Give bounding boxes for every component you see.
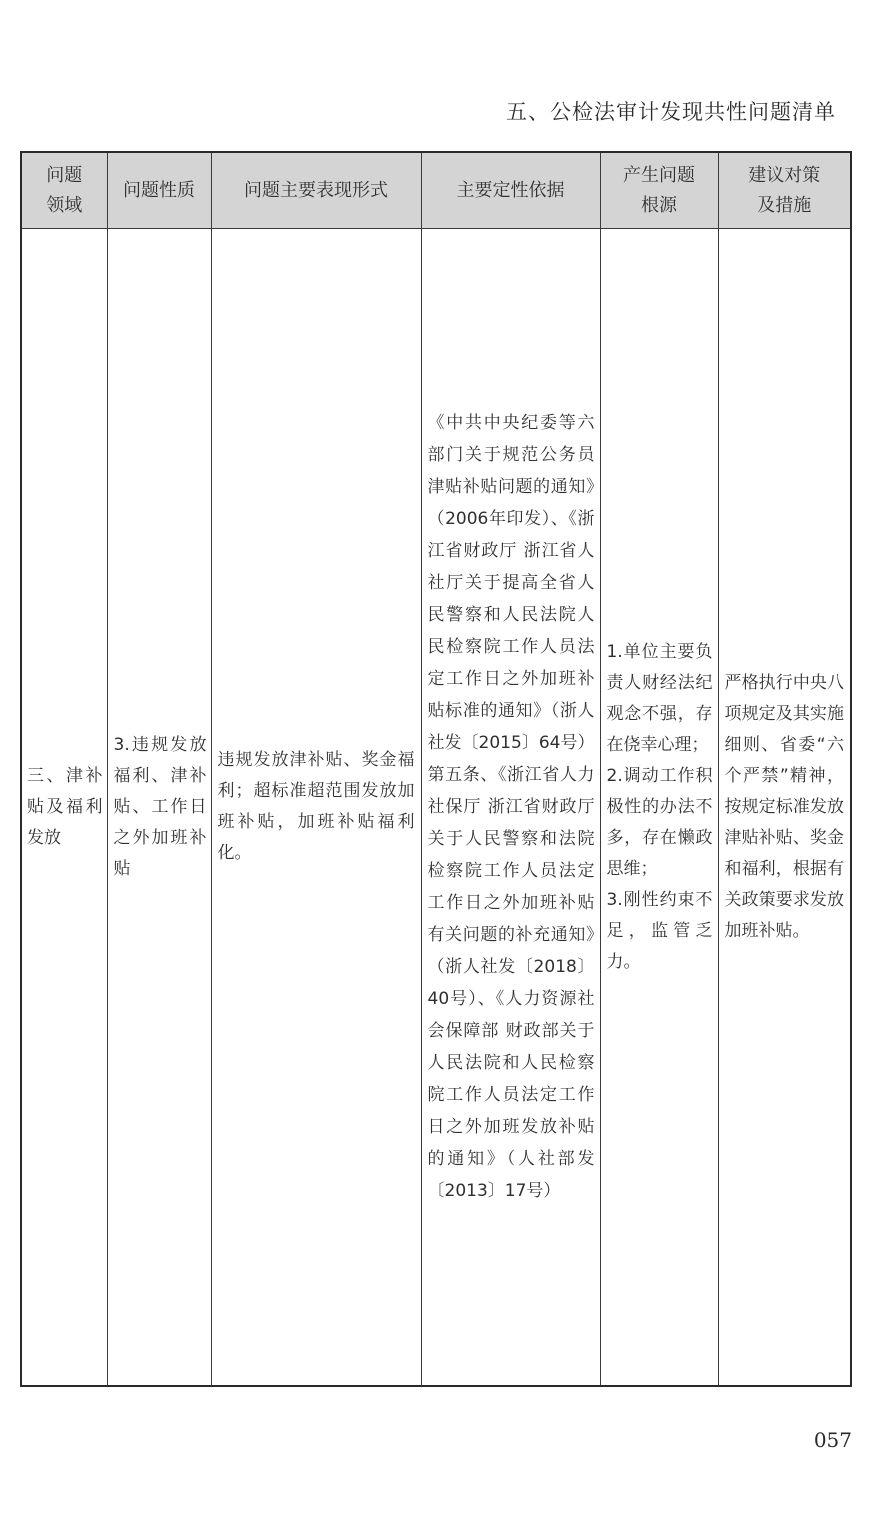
- cell-nature: [107, 229, 211, 1387]
- column-header-root-cause: 产生问题 根源: [600, 152, 718, 229]
- basis-text: 《中共中央纪委等六部门关于规范公务员津贴补贴问题的通知》（2006年印发）、《浙江省财政厅 浙江省人社厅关于提高全省人民警察和人民法院人民检察院工作人员法定工作日之外加班补贴标准的通知》（浙人社发〔2015〕64号）第五条、《浙江省人力社保厅 浙江省财政厅关于人民警察和法院检察院工作人员法定工作日之外加班补贴有关问题的补充通知》（浙人社发〔2018〕40号）、《人力资源社会保障部 财政部关于人民法院和人民检察院工作人员法定工作日之外加班发放补贴的通知》（人社部发〔2013〕17号）: [427, 413, 595, 1201]
- cell-root-cause: [600, 229, 718, 1387]
- column-header-area: 问题 领域: [21, 152, 107, 229]
- nature-text: 3.违规发放福利、津补贴、工作日之外加班补贴: [113, 734, 207, 879]
- cell-area: [21, 229, 107, 1387]
- issue-table-container: [20, 151, 850, 1387]
- issue-table: [20, 151, 852, 1387]
- cell-form: [211, 229, 421, 1387]
- column-header-nature: 问题性质: [107, 152, 211, 229]
- area-text: 三、津补贴及福利发放: [27, 765, 103, 848]
- column-header-form: 问题主要表现形式: [211, 152, 421, 229]
- measures-text: 严格执行中央八项规定及其实施细则、省委“六个严禁”精神，按规定标准发放津贴补贴、奖金和福利，根据有关政策要求发放加班补贴。: [724, 672, 844, 941]
- cell-basis: [421, 229, 600, 1387]
- section-title: 五、公检法审计发现共性问题清单: [506, 100, 836, 124]
- table-row: [21, 229, 851, 1387]
- page-number: 057: [813, 1428, 852, 1452]
- cell-measures: [718, 229, 851, 1387]
- table-header-row: [21, 152, 851, 229]
- column-header-measures: 建议对策 及措施: [718, 152, 851, 229]
- form-text: 违规发放津补贴、奖金福利；超标准超范围发放加班补贴，加班补贴福利化。: [217, 750, 415, 863]
- column-header-basis: 主要定性依据: [421, 152, 600, 229]
- root-cause-text: 1.单位主要负责人财经法纪观念不强，存在侥幸心理； 2.调动工作积极性的办法不多，存在懒政思维； 3.刚性约束不足，监管乏力。: [606, 641, 713, 972]
